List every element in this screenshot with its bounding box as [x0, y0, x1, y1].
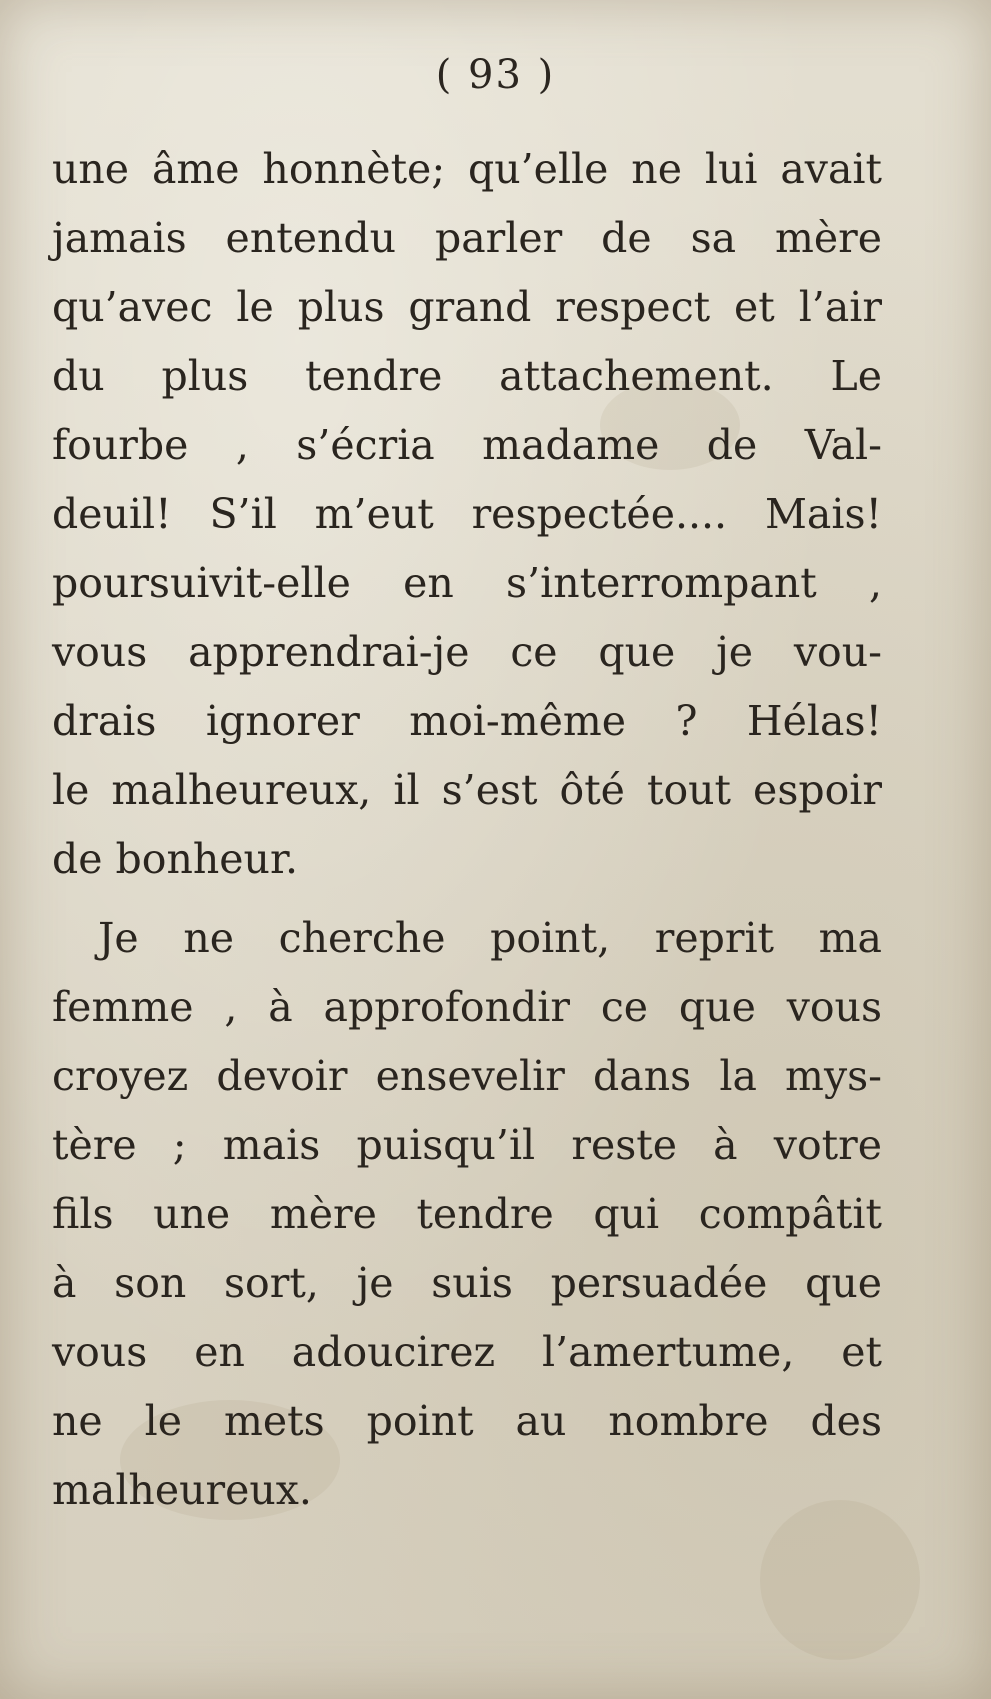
text-line: une âme honnète; qu’elle ne lui avait: [52, 145, 882, 193]
text-line: Je ne cherche point, reprit ma: [98, 914, 882, 962]
text-line: de bonheur.: [52, 835, 299, 883]
body-text: [52, 135, 882, 1525]
text-line: malheureux.: [52, 1466, 312, 1514]
text-line: femme , à approfondir ce que vous: [52, 983, 882, 1031]
page-number: ( 93 ): [435, 52, 556, 98]
text-line: à son sort, je suis persuadée que: [52, 1259, 882, 1307]
paragraph-2: [52, 904, 882, 1525]
text-line: drais ignorer moi-même ? Hélas!: [52, 697, 882, 745]
text-line: croyez devoir ensevelir dans la mys-: [52, 1052, 882, 1100]
text-line: fourbe , s’écria madame de Val-: [52, 421, 882, 469]
text-line: fils une mère tendre qui compâtit: [52, 1190, 882, 1238]
text-line: du plus tendre attachement. Le: [52, 352, 882, 400]
text-line: le malheureux, il s’est ôté tout espoir: [52, 766, 882, 814]
text-line: poursuivit-elle en s’interrompant ,: [52, 559, 882, 607]
text-line: ne le mets point au nombre des: [52, 1397, 882, 1445]
text-line: vous apprendrai-je ce que je vou-: [52, 628, 882, 676]
paragraph-1: [52, 135, 882, 894]
text-line: deuil! S’il m’eut respectée.... Mais!: [52, 490, 882, 538]
text-line: vous en adoucirez l’amertume, et: [52, 1328, 882, 1376]
text-line: jamais entendu parler de sa mère: [52, 214, 882, 262]
text-line: qu’avec le plus grand respect et l’air: [52, 283, 882, 331]
text-line: tère ; mais puisqu’il reste à votre: [52, 1121, 882, 1169]
